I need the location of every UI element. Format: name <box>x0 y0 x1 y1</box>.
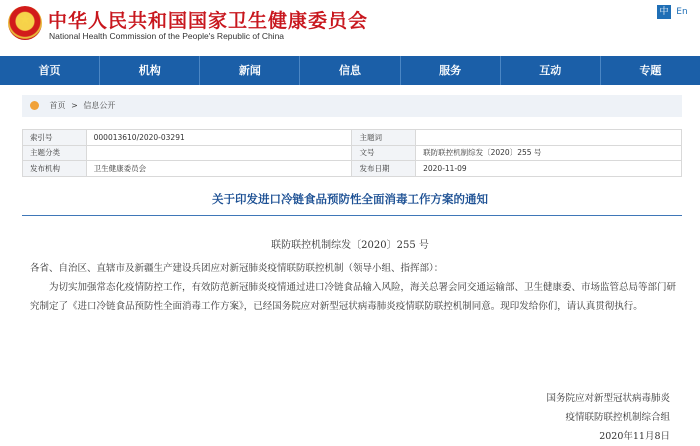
signature-date: 2020年11月8日 <box>599 431 670 442</box>
issuer-value: 卫生健康委员会 <box>86 161 352 177</box>
breadcrumb-section[interactable]: 信息公开 <box>83 101 116 110</box>
national-emblem-icon: ★ <box>8 6 42 40</box>
nav-item-information[interactable]: 信息 <box>300 56 400 85</box>
site-title[interactable]: 中华人民共和国国家卫生健康委员会 <box>48 10 369 32</box>
subject-value <box>416 130 682 146</box>
article-title: 关于印发进口冷链食品预防性全面消毒工作方案的通知 <box>212 192 488 206</box>
subject-label: 主题词 <box>352 130 416 146</box>
table-row <box>23 145 682 161</box>
nav-item-news[interactable]: 新闻 <box>200 56 300 85</box>
index-label: 索引号 <box>23 130 87 146</box>
docnum-value: 联防联控机制综发〔2020〕255 号 <box>416 145 682 161</box>
article-body: 为切实加强常态化疫情防控工作，有效防范新冠肺炎疫情通过进口冷链食品输入风险，海关总署会同交通运输部、卫生健康委、市场监管总局等部门研究制定了《进口冷链食品预防性全面消毒工作方案》，已经国务院应对新型冠状病毒肺炎疫情联防联控机制同意。现印发给你们，请认真贯彻执行。 <box>30 282 677 312</box>
category-value <box>86 145 352 161</box>
date-label: 发布日期 <box>352 161 416 177</box>
site-header <box>0 0 700 47</box>
site-subtitle: National Health Commission of the People's Republic of China <box>49 31 285 41</box>
issuer-label: 发布机构 <box>23 161 87 177</box>
title-divider <box>22 215 682 216</box>
nav-item-interaction[interactable]: 互动 <box>501 56 601 85</box>
nav-item-topics[interactable]: 专题 <box>639 64 662 77</box>
lang-chinese-button[interactable]: 中 <box>657 5 671 19</box>
document-metadata-table <box>22 129 682 177</box>
index-value: 000013610/2020-03291 <box>86 130 352 146</box>
breadcrumb-home[interactable]: 首页 <box>49 101 66 110</box>
main-nav <box>0 56 700 85</box>
nav-item-organization[interactable]: 机构 <box>100 56 200 85</box>
breadcrumb <box>22 95 682 117</box>
date-value: 2020-11-09 <box>416 161 682 177</box>
category-label: 主题分类 <box>23 145 87 161</box>
signature-line-2: 疫情联防联控机制综合组 <box>565 412 670 423</box>
nav-item-home[interactable]: 首页 <box>0 56 100 85</box>
nav-item-services[interactable]: 服务 <box>401 56 501 85</box>
signature-line-1: 国务院应对新型冠状病毒肺炎 <box>546 393 670 404</box>
breadcrumb-separator: > <box>71 101 78 110</box>
table-row <box>23 130 682 146</box>
docnum-label: 文号 <box>352 145 416 161</box>
table-row <box>23 161 682 177</box>
location-pin-icon <box>30 101 39 110</box>
lang-english-button[interactable]: En <box>676 7 688 17</box>
article-doc-number: 联防联控机制综发〔2020〕255 号 <box>271 240 429 251</box>
article-salutation: 各省、自治区、直辖市及新疆生产建设兵团应对新冠肺炎疫情联防联控机制（领导小组、指挥部）： <box>30 263 444 274</box>
